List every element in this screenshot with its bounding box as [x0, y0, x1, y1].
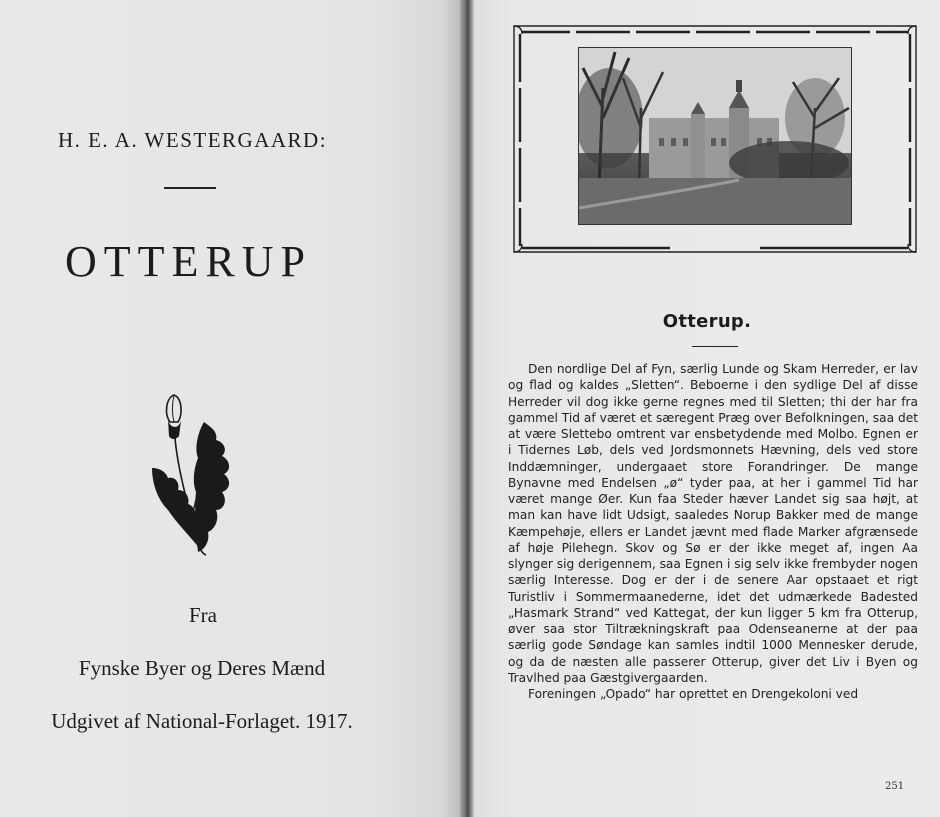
series-title: Fynske Byer og Deres Mænd: [78, 656, 326, 680]
section-divider: [692, 346, 738, 347]
title-divider: [164, 187, 216, 189]
section-title: Otterup.: [662, 311, 752, 332]
flower-ornament-icon: [148, 392, 238, 557]
article-body: [508, 361, 918, 702]
page-number: 251: [885, 781, 905, 792]
book-title: OTTERUP: [65, 237, 312, 286]
paragraph: Den nordlige Del af Fyn, særlig Lunde og Skam Herreder, er lav og flad og kaldes „Sletten“. Beboerne i den sydlige Del af disse Herreder vil dog ikke gerne regnes med til Sletten; thi der har fra gammel Tid af været et særegent Præg over Befolkningen, saa det at være Slettebo omtrent var ensbetydende med Molbo. Egnen er i Tidernes Løb, dels ved Jordsmonnets Hævning, dels ved store Inddæmninger, undergaaet store Forandringer. De mange Bynavne med Endelsen „ø“ tyder paa, at her i gammel Tid har været mange Øer. Kun faa Steder hæver Landet sig saa højt, at man kan have lidt Udsigt, saaledes Norup Bakker med de mange Kæmpehøje, ellers er Landet jævnt med flade Marker afgrænsede af høje Pilehegn. Skov og Sø er der ikke meget af, ingen Aa slynger sig derigennem, saa Egnen i sig selv ikke frembyder nogen særlig Interesse. Dog er der i de senere Aar opstaaet et rigt Turistliv i Sommermaanederne, idet det udmærkede Badested „Hasmark Strand“ ved Kattegat, der kun ligger 5 km fra Otterup, øver saa stor Tiltrækningskraft paa Odenseanerne at der paa særlig gode Søndage kan samles indtil 1000 Mennesker derude, og da de næsten alle passerer Otterup, giver det Liv i Byen og Travlhed paa Gæstgivergaarden.: [508, 362, 918, 685]
book-spine: [460, 0, 474, 817]
from-label: Fra: [189, 603, 217, 627]
manor-house-photo: [578, 47, 852, 225]
author-name: H. E. A. WESTERGAARD:: [57, 128, 328, 152]
paragraph: Foreningen „Opado“ har oprettet en Drengekoloni ved: [528, 687, 859, 701]
publisher-line: Udgivet af National-Forlaget. 1917.: [51, 709, 353, 733]
